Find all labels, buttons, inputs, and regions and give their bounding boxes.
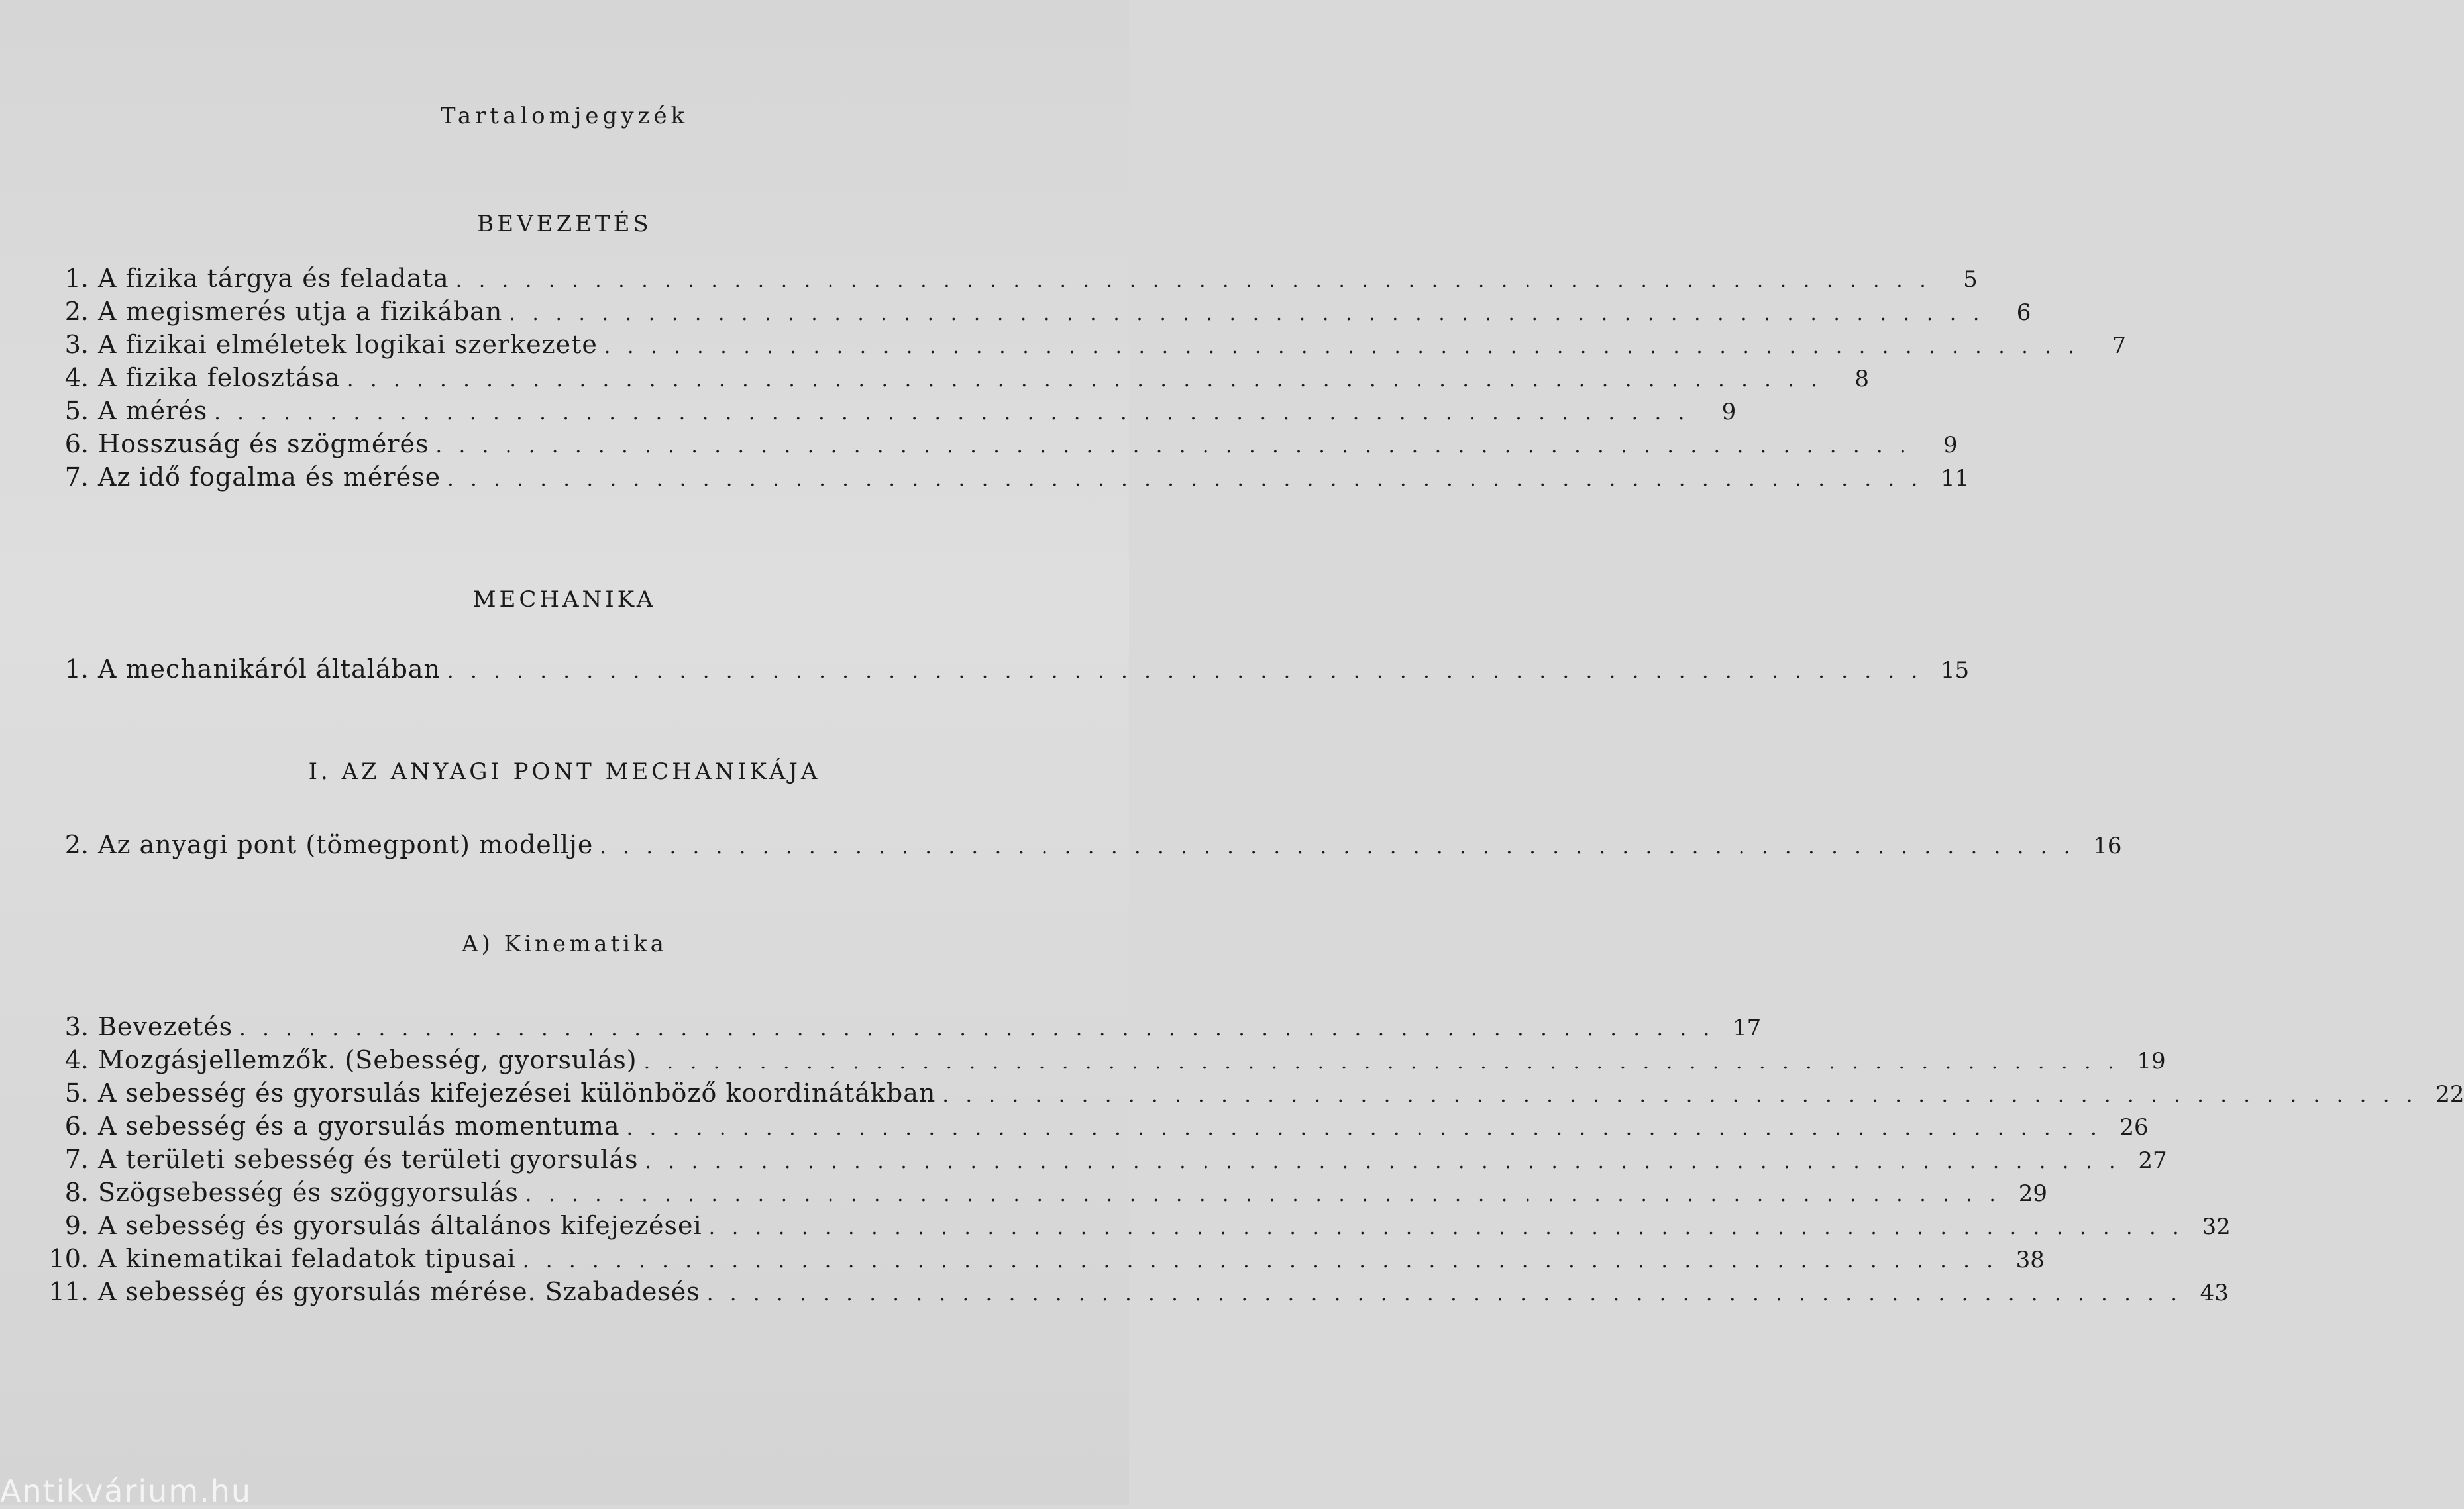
toc-entry	[40, 1275, 2229, 1308]
toc-page-number: 43	[2200, 1280, 2229, 1306]
toc-entry	[40, 262, 1978, 295]
toc-number: 4.	[64, 363, 89, 392]
toc-title: Az idő fogalma és mérése	[98, 462, 441, 492]
toc-entry	[40, 652, 1970, 686]
toc-title: A mechanikáról általában	[98, 654, 441, 684]
toc-number: 6.	[64, 1112, 89, 1141]
toc-page-number: 9	[1943, 432, 1958, 458]
toc-title: A területi sebesség és területi gyorsulás	[98, 1145, 639, 1174]
dot-leader: . . . . . . . . . . . . . . . . . . . . . . . . . . . . . . . . . . . . . . . . . . . . . . . . . . . . . . . . . . . . . . . .	[600, 835, 2076, 859]
dot-leader: . . . . . . . . . . . . . . . . . . . . . . . . . . . . . . . . . . . . . . . . . . . . . . . . . . . . . . . . . . . . . . . .	[645, 1150, 2121, 1173]
toc-number: 5.	[64, 1078, 89, 1108]
toc-page-number: 27	[2138, 1147, 2167, 1174]
toc-title: A megismerés utja a fizikában	[98, 297, 503, 326]
page-title: Tartalomjegyzék	[440, 103, 689, 129]
toc-number: 6.	[64, 429, 89, 458]
section-heading: I. AZ ANYAGI PONT MECHANIKÁJA	[308, 758, 821, 785]
toc-title: A fizika felosztása	[98, 363, 341, 392]
toc-number: 9.	[64, 1211, 89, 1240]
toc-page-number: 9	[1721, 399, 1737, 425]
toc-entry	[40, 460, 1970, 494]
toc-number: 2.	[64, 297, 89, 326]
toc-entry	[40, 1076, 2464, 1110]
dot-leader: . . . . . . . . . . . . . . . . . . . . . . . . . . . . . . . . . . . . . . . . . . . . . . . . . . . . . . . . . . . . . . . .	[942, 1084, 2418, 1107]
toc-entry	[40, 828, 2122, 861]
toc-title: A kinematikai feladatok tipusai	[98, 1244, 516, 1273]
toc-page-number: 26	[2119, 1114, 2149, 1141]
toc-title: Bevezetés	[98, 1012, 233, 1041]
toc-title: A sebesség és gyorsulás mérése. Szabadesés	[98, 1277, 700, 1306]
dot-leader: . . . . . . . . . . . . . . . . . . . . . . . . . . . . . . . . . . . . . . . . . . . . . . . . . . . . . . . . . . . . . . . .	[626, 1117, 2102, 1140]
toc-page-number: 38	[2015, 1247, 2045, 1273]
toc-number: 1.	[64, 654, 89, 684]
toc-page-number: 29	[2018, 1180, 2047, 1207]
toc-number: 8.	[64, 1178, 89, 1207]
toc-title: A fizikai elméletek logikai szerkezete	[98, 330, 598, 359]
toc-title: A mérés	[98, 396, 208, 425]
toc-number: 7.	[64, 1145, 89, 1174]
toc-number: 3.	[64, 1012, 89, 1041]
toc-entry	[40, 394, 1737, 427]
toc-title: Mozgásjellemzők. (Sebesség, gyorsulás)	[98, 1045, 637, 1074]
toc-number: 11.	[48, 1277, 89, 1306]
dot-leader: . . . . . . . . . . . . . . . . . . . . . . . . . . . . . . . . . . . . . . . . . . . . . . . . . . . . . . . . . . . . . . . .	[706, 1282, 2182, 1306]
section-heading: BEVEZETÉS	[477, 211, 652, 237]
toc-title: A sebesség és gyorsulás általános kifejezései	[98, 1211, 702, 1240]
dot-leader: . . . . . . . . . . . . . . . . . . . . . . . . . . . . . . . . . . . . . . . . . . . . . . . . . . . . . . . . . . . . . . . .	[604, 335, 2080, 358]
toc-title: Szögsebesség és szöggyorsulás	[98, 1178, 519, 1207]
dot-leader: . . . . . . . . . . . . . . . . . . . . . . . . . . . . . . . . . . . . . . . . . . . . . . . . . . . . . . . . . . . . . . . .	[509, 302, 1985, 325]
dot-leader: . . . . . . . . . . . . . . . . . . . . . . . . . . . . . . . . . . . . . . . . . . . . . . . . . . . . . . . . . . . . . . . .	[708, 1216, 2184, 1239]
toc-entry	[40, 1242, 2045, 1275]
toc-number: 3.	[64, 330, 89, 359]
toc-entry	[40, 1010, 1762, 1043]
toc-page-number: 6	[2016, 299, 2031, 326]
section-heading: MECHANIKA	[472, 586, 657, 613]
toc-entry	[40, 1143, 2167, 1176]
dot-leader: . . . . . . . . . . . . . . . . . . . . . . . . . . . . . . . . . . . . . . . . . . . . . . . . . . . . . . . . . . . . . . . .	[525, 1183, 2001, 1206]
toc-title: A sebesség és gyorsulás kifejezései különböző koordinátákban	[98, 1078, 936, 1108]
toc-entry	[40, 1043, 2166, 1076]
toc-page-number: 7	[2112, 333, 2126, 359]
toc-page-number: 32	[2202, 1214, 2231, 1240]
toc-entry	[40, 1209, 2231, 1242]
dot-leader: . . . . . . . . . . . . . . . . . . . . . . . . . . . . . . . . . . . . . . . . . . . . . . . . . . . . . . . . . . . . . . . .	[347, 368, 1823, 391]
toc-page-number: 5	[1963, 266, 1978, 293]
dot-leader: . . . . . . . . . . . . . . . . . . . . . . . . . . . . . . . . . . . . . . . . . . . . . . . . . . . . . . . . . . . . . . . .	[643, 1051, 2119, 1074]
toc-number: 10.	[48, 1244, 89, 1273]
dot-leader: . . . . . . . . . . . . . . . . . . . . . . . . . . . . . . . . . . . . . . . . . . . . . . . . . . . . . . . . . . . . . . . .	[447, 468, 1923, 491]
toc-page-number: 11	[1940, 465, 1970, 492]
toc-number: 1.	[64, 264, 89, 293]
toc-title: A fizika tárgya és feladata	[98, 264, 449, 293]
toc-number: 4.	[64, 1045, 89, 1074]
dot-leader: . . . . . . . . . . . . . . . . . . . . . . . . . . . . . . . . . . . . . . . . . . . . . . . . . . . . . . . . . . . . . . . .	[522, 1249, 1998, 1273]
toc-page-number: 19	[2137, 1048, 2166, 1074]
toc-entry	[40, 1110, 2149, 1143]
toc-page-number: 17	[1732, 1015, 1762, 1041]
toc-number: 2.	[64, 830, 89, 859]
dot-leader: . . . . . . . . . . . . . . . . . . . . . . . . . . . . . . . . . . . . . . . . . . . . . . . . . . . . . . . . . . . . . . . .	[455, 269, 1931, 292]
toc-page-number: 15	[1940, 657, 1970, 684]
toc-page-number: 16	[2093, 833, 2122, 859]
toc-entry	[40, 427, 1958, 460]
toc-entry	[40, 295, 2031, 328]
dot-leader: . . . . . . . . . . . . . . . . . . . . . . . . . . . . . . . . . . . . . . . . . . . . . . . . . . . . . . . . . . . . . . . .	[447, 660, 1923, 683]
toc-title: A sebesség és a gyorsulás momentuma	[98, 1112, 620, 1141]
toc-entry	[40, 361, 1869, 394]
toc-title: Az anyagi pont (tömegpont) modellje	[98, 830, 594, 859]
toc-entry	[40, 328, 2126, 361]
toc-page-number: 22	[2436, 1081, 2464, 1108]
toc-number: 5.	[64, 396, 89, 425]
section-heading: A) Kinematika	[462, 931, 667, 957]
toc-title: Hosszuság és szögmérés	[98, 429, 429, 458]
dot-leader: . . . . . . . . . . . . . . . . . . . . . . . . . . . . . . . . . . . . . . . . . . . . . . . . . . . . . . . . . . . . . . . .	[214, 401, 1690, 425]
dot-leader: . . . . . . . . . . . . . . . . . . . . . . . . . . . . . . . . . . . . . . . . . . . . . . . . . . . . . . . . . . . . . . . .	[435, 435, 1911, 458]
toc-page-number: 8	[1854, 366, 1869, 392]
dot-leader: . . . . . . . . . . . . . . . . . . . . . . . . . . . . . . . . . . . . . . . . . . . . . . . . . . . . . . . . . . . . . . . .	[239, 1017, 1715, 1041]
toc-number: 7.	[64, 462, 89, 492]
watermark: Antikvárium.hu	[0, 1473, 252, 1509]
toc-entry	[40, 1176, 2047, 1209]
